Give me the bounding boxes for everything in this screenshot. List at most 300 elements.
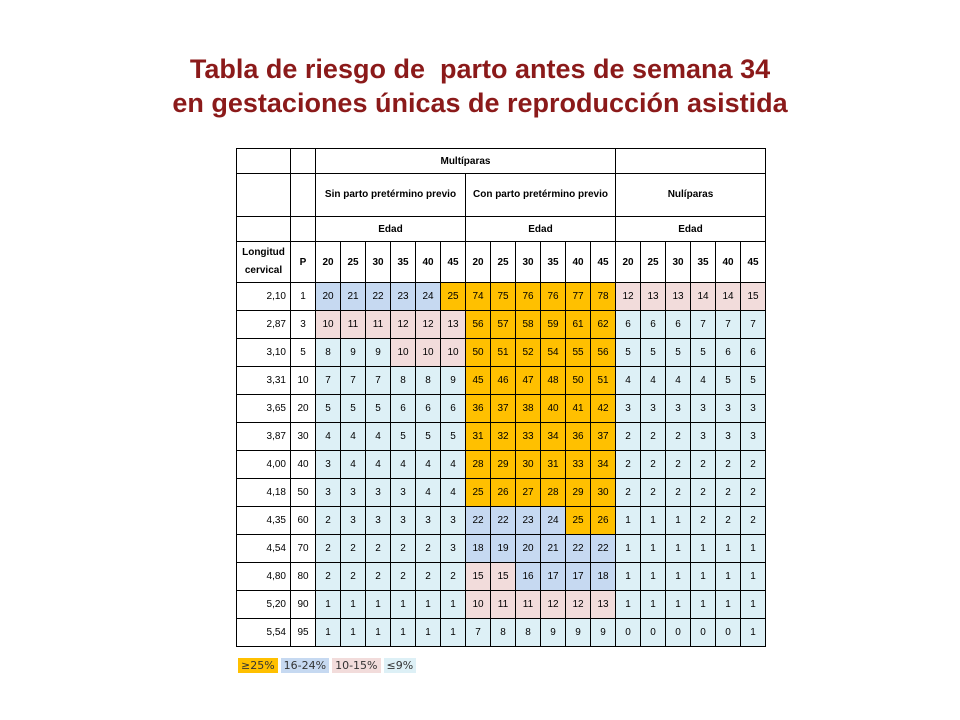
risk-cell-sin: 2: [341, 535, 366, 563]
risk-cell-sin: 2: [366, 535, 391, 563]
risk-cell-con: 28: [466, 451, 491, 479]
legend-item: ≥25%: [238, 658, 278, 673]
risk-cell-con: 52: [516, 339, 541, 367]
table-row: [237, 619, 791, 647]
risk-cell-nul: 2: [666, 479, 691, 507]
risk-table: [236, 148, 791, 647]
risk-cell-con: 41: [566, 395, 591, 423]
table-row: [237, 591, 791, 619]
risk-cell-sin: 4: [316, 423, 341, 451]
risk-cell-con: 78: [591, 283, 616, 311]
risk-cell-con: 26: [591, 507, 616, 535]
risk-cell-nul: 2: [716, 479, 741, 507]
risk-cell-con: 22: [591, 535, 616, 563]
risk-cell-sin: 6: [391, 395, 416, 423]
risk-cell-nul: 1: [741, 619, 766, 647]
percentile-cell: 10: [291, 367, 316, 395]
risk-cell-nul: 3: [716, 423, 741, 451]
risk-cell-nul: 1: [691, 563, 716, 591]
risk-cell-sin: 8: [316, 339, 341, 367]
risk-cell-nul: 1: [616, 563, 641, 591]
table-row: [237, 423, 791, 451]
risk-cell-con: 30: [591, 479, 616, 507]
age-header-sin: 30: [366, 242, 391, 283]
risk-cell-con: 29: [566, 479, 591, 507]
risk-cell-nul: 2: [641, 451, 666, 479]
risk-cell-nul: 12: [616, 283, 641, 311]
risk-cell-nul: 7: [741, 311, 766, 339]
risk-cell-con: 61: [566, 311, 591, 339]
risk-cell-sin: 10: [391, 339, 416, 367]
age-header-sin: 20: [316, 242, 341, 283]
age-header-nul: 45: [741, 242, 766, 283]
risk-cell-nul: 3: [666, 395, 691, 423]
age-header-con: 25: [491, 242, 516, 283]
table-row: [237, 479, 791, 507]
risk-cell-con: 55: [566, 339, 591, 367]
risk-cell-con: 25: [466, 479, 491, 507]
risk-cell-sin: 22: [366, 283, 391, 311]
risk-cell-nul: 1: [691, 535, 716, 563]
corner-empty-cell: [237, 217, 291, 242]
risk-cell-sin: 4: [391, 451, 416, 479]
longitud-cervical-cell: 3,65: [237, 395, 291, 423]
risk-cell-nul: 3: [691, 395, 716, 423]
risk-cell-con: 26: [491, 479, 516, 507]
longitud-cervical-cell: 4,18: [237, 479, 291, 507]
risk-cell-con: 38: [516, 395, 541, 423]
age-header-sin: 40: [416, 242, 441, 283]
risk-cell-nul: 5: [666, 339, 691, 367]
risk-cell-con: 8: [516, 619, 541, 647]
risk-cell-nul: 1: [716, 591, 741, 619]
table-row: [237, 367, 791, 395]
risk-cell-nul: 5: [716, 367, 741, 395]
risk-cell-sin: 5: [366, 395, 391, 423]
risk-cell-sin: 3: [366, 479, 391, 507]
page-title: [0, 52, 960, 120]
risk-cell-nul: 1: [616, 591, 641, 619]
risk-cell-nul: 3: [741, 423, 766, 451]
risk-cell-con: 24: [541, 507, 566, 535]
corner-empty-cell: [291, 149, 316, 174]
risk-cell-sin: 21: [341, 283, 366, 311]
risk-cell-sin: 11: [366, 311, 391, 339]
table-row: [237, 451, 791, 479]
risk-cell-con: 17: [566, 563, 591, 591]
risk-cell-sin: 3: [441, 535, 466, 563]
risk-cell-sin: 6: [441, 395, 466, 423]
risk-cell-nul: 3: [616, 395, 641, 423]
risk-cell-sin: 10: [441, 339, 466, 367]
table-row: [237, 563, 791, 591]
risk-cell-nul: 1: [641, 591, 666, 619]
risk-cell-sin: 5: [441, 423, 466, 451]
risk-cell-sin: 1: [366, 619, 391, 647]
percentile-cell: 50: [291, 479, 316, 507]
risk-cell-sin: 5: [341, 395, 366, 423]
risk-cell-nul: 3: [741, 395, 766, 423]
risk-cell-con: 30: [516, 451, 541, 479]
percentile-cell: 40: [291, 451, 316, 479]
risk-cell-con: 29: [491, 451, 516, 479]
risk-cell-sin: 1: [441, 619, 466, 647]
risk-cell-nul: 6: [716, 339, 741, 367]
risk-cell-con: 18: [591, 563, 616, 591]
age-header-nul: 20: [616, 242, 641, 283]
risk-cell-sin: 3: [366, 507, 391, 535]
risk-cell-sin: 10: [416, 339, 441, 367]
risk-cell-nul: 15: [741, 283, 766, 311]
risk-cell-sin: 2: [341, 563, 366, 591]
risk-cell-sin: 25: [441, 283, 466, 311]
risk-cell-sin: 4: [341, 423, 366, 451]
risk-cell-sin: 1: [341, 619, 366, 647]
title-line-2: en gestaciones únicas de reproducción asistida: [172, 88, 788, 118]
risk-cell-con: 28: [541, 479, 566, 507]
risk-cell-nul: 2: [691, 507, 716, 535]
risk-cell-con: 48: [541, 367, 566, 395]
age-header-con: 20: [466, 242, 491, 283]
risk-cell-nul: 13: [641, 283, 666, 311]
risk-cell-sin: 9: [366, 339, 391, 367]
age-header-sin: 25: [341, 242, 366, 283]
risk-cell-con: 13: [591, 591, 616, 619]
risk-cell-con: 50: [466, 339, 491, 367]
risk-cell-sin: 3: [316, 479, 341, 507]
risk-cell-nul: 1: [616, 535, 641, 563]
risk-cell-nul: 4: [641, 367, 666, 395]
group-con-parto-header: Con parto pretérmino previo: [466, 174, 616, 217]
longitud-cervical-cell: 4,35: [237, 507, 291, 535]
risk-cell-sin: 3: [341, 479, 366, 507]
legend-item: ≤9%: [384, 658, 417, 673]
risk-cell-sin: 4: [416, 479, 441, 507]
risk-cell-sin: 2: [416, 563, 441, 591]
risk-cell-sin: 1: [366, 591, 391, 619]
corner-empty-cell: [237, 149, 291, 174]
risk-cell-con: 37: [591, 423, 616, 451]
table-row: [237, 339, 791, 367]
risk-cell-sin: 1: [391, 591, 416, 619]
longitud-cervical-cell: 4,80: [237, 563, 291, 591]
risk-cell-con: 7: [466, 619, 491, 647]
risk-cell-nul: 1: [741, 563, 766, 591]
risk-cell-sin: 10: [316, 311, 341, 339]
risk-cell-con: 33: [516, 423, 541, 451]
risk-cell-con: 27: [516, 479, 541, 507]
risk-cell-sin: 2: [391, 563, 416, 591]
risk-cell-con: 36: [566, 423, 591, 451]
percentile-header: P: [291, 242, 316, 283]
risk-cell-nul: 0: [641, 619, 666, 647]
risk-cell-con: 74: [466, 283, 491, 311]
risk-cell-nul: 0: [716, 619, 741, 647]
percentile-cell: 20: [291, 395, 316, 423]
age-header-sin: 35: [391, 242, 416, 283]
risk-cell-nul: 3: [716, 395, 741, 423]
risk-cell-sin: 3: [341, 507, 366, 535]
risk-cell-con: 51: [491, 339, 516, 367]
risk-cell-nul: 5: [741, 367, 766, 395]
longitud-cervical-cell: 2,10: [237, 283, 291, 311]
risk-cell-nul: 13: [666, 283, 691, 311]
percentile-cell: 30: [291, 423, 316, 451]
risk-cell-nul: 1: [641, 507, 666, 535]
risk-cell-nul: 1: [666, 535, 691, 563]
risk-cell-nul: 0: [616, 619, 641, 647]
risk-cell-nul: 6: [741, 339, 766, 367]
risk-cell-con: 47: [516, 367, 541, 395]
longitud-cervical-cell: 4,00: [237, 451, 291, 479]
risk-cell-con: 37: [491, 395, 516, 423]
risk-cell-nul: 4: [616, 367, 641, 395]
risk-cell-sin: 2: [441, 563, 466, 591]
risk-cell-sin: 2: [391, 535, 416, 563]
risk-cell-con: 20: [516, 535, 541, 563]
risk-cell-sin: 12: [391, 311, 416, 339]
risk-cell-nul: 0: [691, 619, 716, 647]
risk-cell-nul: 6: [666, 311, 691, 339]
percentile-cell: 70: [291, 535, 316, 563]
risk-cell-sin: 9: [341, 339, 366, 367]
risk-cell-sin: 13: [441, 311, 466, 339]
nuliparas-top-empty: [616, 149, 766, 174]
risk-cell-con: 22: [466, 507, 491, 535]
risk-cell-nul: 2: [616, 479, 641, 507]
risk-cell-nul: 7: [716, 311, 741, 339]
risk-cell-con: 12: [566, 591, 591, 619]
risk-cell-nul: 6: [641, 311, 666, 339]
risk-cell-sin: 5: [391, 423, 416, 451]
longitud-cervical-cell: 4,54: [237, 535, 291, 563]
risk-cell-con: 57: [491, 311, 516, 339]
age-header-con: 40: [566, 242, 591, 283]
legend-item: 10-15%: [332, 658, 380, 673]
percentile-cell: 90: [291, 591, 316, 619]
risk-cell-nul: 2: [741, 479, 766, 507]
risk-cell-sin: 20: [316, 283, 341, 311]
risk-cell-con: 75: [491, 283, 516, 311]
legend: [238, 658, 416, 673]
multiparas-header: Multíparas: [316, 149, 616, 174]
risk-cell-sin: 1: [416, 619, 441, 647]
risk-cell-sin: 9: [441, 367, 466, 395]
edad-header-con: Edad: [466, 217, 616, 242]
risk-cell-sin: 11: [341, 311, 366, 339]
percentile-cell: 80: [291, 563, 316, 591]
risk-cell-nul: 2: [666, 451, 691, 479]
risk-cell-sin: 8: [416, 367, 441, 395]
risk-cell-sin: 7: [341, 367, 366, 395]
age-header-nul: 25: [641, 242, 666, 283]
risk-cell-con: 31: [466, 423, 491, 451]
risk-cell-sin: 8: [391, 367, 416, 395]
corner-empty-cell: [237, 174, 291, 217]
risk-cell-con: 36: [466, 395, 491, 423]
risk-cell-con: 17: [541, 563, 566, 591]
risk-cell-con: 9: [566, 619, 591, 647]
table-row: [237, 535, 791, 563]
risk-cell-sin: 2: [316, 535, 341, 563]
risk-cell-sin: 4: [366, 423, 391, 451]
group-sin-parto-header: Sin parto pretérmino previo: [316, 174, 466, 217]
risk-cell-sin: 4: [416, 451, 441, 479]
risk-cell-nul: 14: [716, 283, 741, 311]
risk-cell-con: 32: [491, 423, 516, 451]
risk-cell-sin: 4: [366, 451, 391, 479]
risk-cell-sin: 24: [416, 283, 441, 311]
risk-cell-con: 11: [491, 591, 516, 619]
risk-cell-nul: 2: [666, 423, 691, 451]
risk-cell-nul: 1: [716, 535, 741, 563]
risk-cell-nul: 1: [641, 535, 666, 563]
risk-cell-con: 22: [491, 507, 516, 535]
risk-cell-con: 56: [466, 311, 491, 339]
longitud-cervical-cell: 2,87: [237, 311, 291, 339]
risk-cell-sin: 3: [441, 507, 466, 535]
risk-cell-sin: 6: [416, 395, 441, 423]
risk-cell-nul: 7: [691, 311, 716, 339]
risk-cell-nul: 5: [641, 339, 666, 367]
risk-cell-sin: 12: [416, 311, 441, 339]
risk-cell-nul: 2: [741, 451, 766, 479]
risk-cell-con: 9: [541, 619, 566, 647]
risk-cell-nul: 4: [666, 367, 691, 395]
risk-cell-sin: 3: [391, 507, 416, 535]
risk-cell-nul: 1: [716, 563, 741, 591]
percentile-cell: 95: [291, 619, 316, 647]
risk-cell-sin: 7: [366, 367, 391, 395]
longitud-cervical-cell: 3,10: [237, 339, 291, 367]
risk-cell-nul: 1: [641, 563, 666, 591]
risk-cell-nul: 5: [691, 339, 716, 367]
legend-item: 16-24%: [281, 658, 329, 673]
edad-header-sin: Edad: [316, 217, 466, 242]
table-row: [237, 311, 791, 339]
risk-cell-sin: 2: [416, 535, 441, 563]
longitud-cervical-cell: 3,87: [237, 423, 291, 451]
risk-cell-con: 34: [591, 451, 616, 479]
risk-cell-nul: 1: [741, 591, 766, 619]
risk-cell-con: 77: [566, 283, 591, 311]
risk-cell-nul: 1: [666, 507, 691, 535]
percentile-cell: 5: [291, 339, 316, 367]
risk-cell-nul: 5: [616, 339, 641, 367]
risk-cell-con: 21: [541, 535, 566, 563]
longitud-cervical-header: Longitud cervical: [237, 242, 291, 283]
risk-cell-nul: 2: [616, 451, 641, 479]
risk-cell-nul: 1: [691, 591, 716, 619]
risk-cell-nul: 2: [641, 479, 666, 507]
risk-cell-con: 45: [466, 367, 491, 395]
risk-cell-nul: 1: [666, 563, 691, 591]
risk-cell-sin: 2: [366, 563, 391, 591]
risk-cell-sin: 3: [416, 507, 441, 535]
risk-cell-nul: 1: [741, 535, 766, 563]
risk-cell-sin: 5: [416, 423, 441, 451]
risk-cell-con: 51: [591, 367, 616, 395]
risk-cell-con: 12: [541, 591, 566, 619]
risk-cell-con: 76: [516, 283, 541, 311]
longitud-cervical-cell: 5,20: [237, 591, 291, 619]
risk-cell-sin: 7: [316, 367, 341, 395]
longitud-cervical-cell: 5,54: [237, 619, 291, 647]
risk-cell-con: 54: [541, 339, 566, 367]
risk-cell-con: 15: [466, 563, 491, 591]
age-header-con: 35: [541, 242, 566, 283]
risk-cell-con: 25: [566, 507, 591, 535]
risk-cell-sin: 2: [316, 563, 341, 591]
edad-header-nul: Edad: [616, 217, 766, 242]
longitud-cervical-cell: 3,31: [237, 367, 291, 395]
risk-cell-sin: 4: [441, 479, 466, 507]
risk-cell-sin: 1: [316, 619, 341, 647]
risk-cell-nul: 3: [691, 423, 716, 451]
age-header-con: 30: [516, 242, 541, 283]
age-header-con: 45: [591, 242, 616, 283]
risk-cell-con: 46: [491, 367, 516, 395]
risk-cell-con: 58: [516, 311, 541, 339]
risk-cell-con: 10: [466, 591, 491, 619]
risk-cell-nul: 1: [666, 591, 691, 619]
percentile-cell: 1: [291, 283, 316, 311]
risk-cell-sin: 5: [316, 395, 341, 423]
risk-cell-sin: 2: [316, 507, 341, 535]
risk-cell-nul: 4: [691, 367, 716, 395]
risk-cell-nul: 2: [741, 507, 766, 535]
age-header-nul: 35: [691, 242, 716, 283]
risk-cell-con: 8: [491, 619, 516, 647]
risk-cell-con: 33: [566, 451, 591, 479]
risk-cell-con: 62: [591, 311, 616, 339]
percentile-cell: 3: [291, 311, 316, 339]
risk-cell-nul: 2: [691, 451, 716, 479]
table-row: [237, 283, 791, 311]
risk-cell-con: 42: [591, 395, 616, 423]
age-header-nul: 30: [666, 242, 691, 283]
risk-cell-nul: 2: [716, 451, 741, 479]
risk-cell-con: 16: [516, 563, 541, 591]
age-header-nul: 40: [716, 242, 741, 283]
risk-cell-sin: 1: [391, 619, 416, 647]
risk-cell-nul: 2: [716, 507, 741, 535]
percentile-cell: 60: [291, 507, 316, 535]
risk-cell-nul: 6: [616, 311, 641, 339]
risk-cell-con: 18: [466, 535, 491, 563]
risk-cell-nul: 2: [641, 423, 666, 451]
risk-cell-nul: 1: [616, 507, 641, 535]
corner-empty-cell: [291, 174, 316, 217]
risk-cell-sin: 3: [316, 451, 341, 479]
risk-cell-sin: 4: [441, 451, 466, 479]
risk-cell-con: 56: [591, 339, 616, 367]
risk-cell-con: 59: [541, 311, 566, 339]
risk-cell-sin: 1: [316, 591, 341, 619]
risk-cell-con: 23: [516, 507, 541, 535]
risk-cell-con: 31: [541, 451, 566, 479]
risk-cell-con: 15: [491, 563, 516, 591]
risk-cell-con: 11: [516, 591, 541, 619]
risk-cell-sin: 1: [416, 591, 441, 619]
risk-cell-con: 50: [566, 367, 591, 395]
risk-cell-con: 19: [491, 535, 516, 563]
table-row: [237, 507, 791, 535]
table-row: [237, 395, 791, 423]
risk-cell-con: 76: [541, 283, 566, 311]
risk-cell-sin: 3: [391, 479, 416, 507]
nuliparas-header: Nulíparas: [616, 174, 766, 217]
